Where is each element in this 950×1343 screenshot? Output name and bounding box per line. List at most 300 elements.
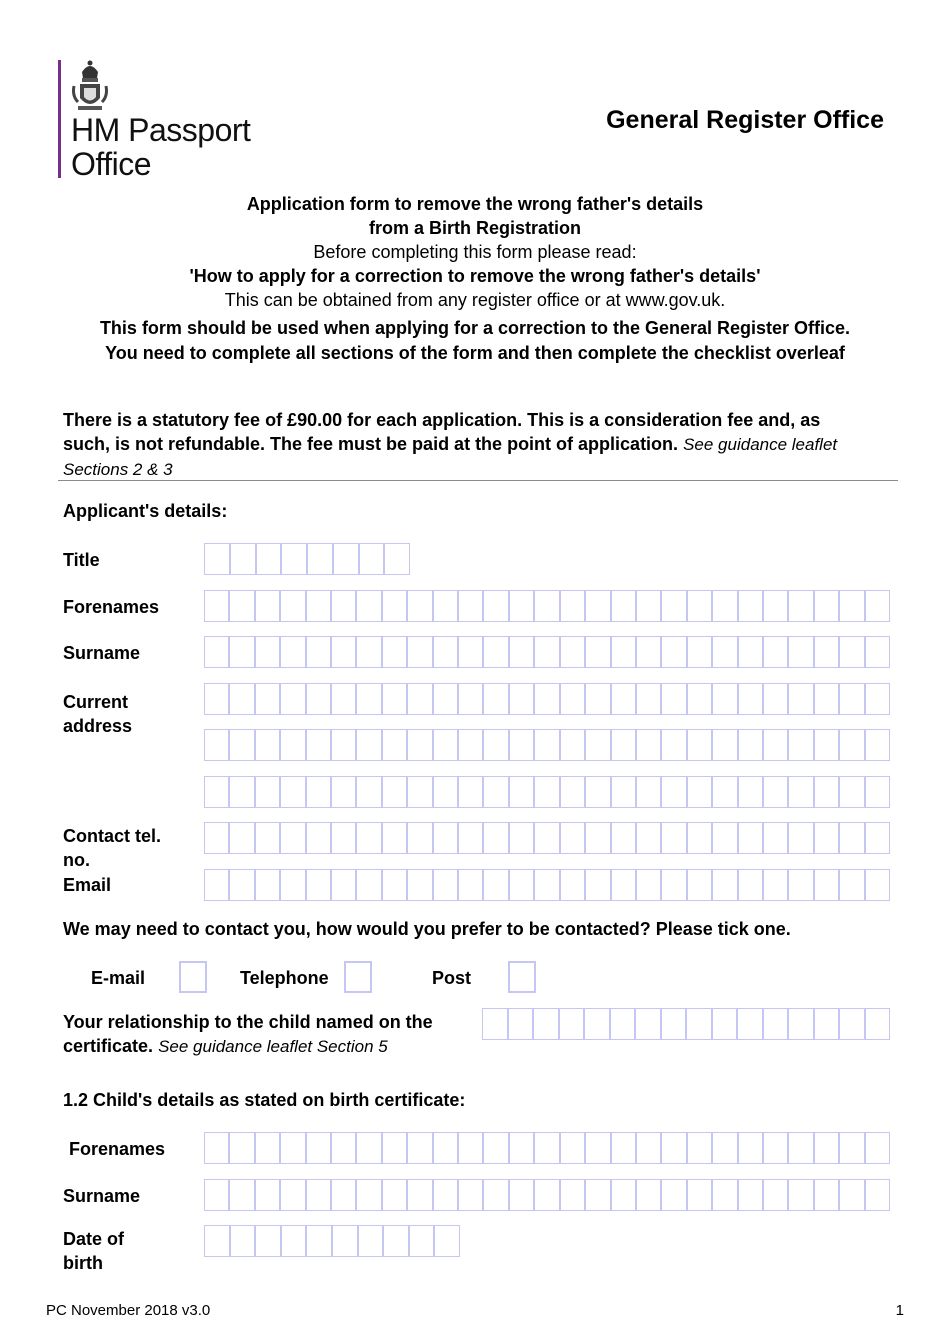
character-cell[interactable]	[866, 730, 889, 760]
character-cell[interactable]	[713, 777, 738, 807]
character-cell[interactable]	[739, 637, 764, 667]
character-cell[interactable]	[256, 777, 281, 807]
character-cell[interactable]	[764, 1180, 789, 1210]
character-cell[interactable]	[535, 823, 560, 853]
character-cell[interactable]	[789, 1133, 814, 1163]
character-cell[interactable]	[357, 870, 382, 900]
character-cell[interactable]	[789, 823, 814, 853]
character-cell[interactable]	[535, 637, 560, 667]
character-cell[interactable]	[484, 591, 509, 621]
character-cell[interactable]	[231, 544, 257, 574]
email-input[interactable]	[204, 869, 890, 901]
character-cell[interactable]	[713, 684, 738, 714]
character-cell[interactable]	[307, 870, 332, 900]
character-cell[interactable]	[484, 1180, 509, 1210]
character-cell[interactable]	[434, 730, 459, 760]
character-cell[interactable]	[434, 823, 459, 853]
character-cell[interactable]	[662, 1133, 687, 1163]
character-cell[interactable]	[688, 684, 713, 714]
character-cell[interactable]	[789, 870, 814, 900]
character-cell[interactable]	[205, 591, 230, 621]
character-cell[interactable]	[332, 684, 357, 714]
character-cell[interactable]	[866, 1133, 889, 1163]
character-cell[interactable]	[561, 1180, 586, 1210]
character-cell[interactable]	[612, 777, 637, 807]
character-cell[interactable]	[764, 684, 789, 714]
character-cell[interactable]	[383, 730, 408, 760]
tel-label	[63, 824, 161, 872]
character-cell[interactable]	[383, 1180, 408, 1210]
character-cell[interactable]	[205, 823, 230, 853]
character-cell[interactable]	[840, 870, 865, 900]
character-cell[interactable]	[459, 1133, 484, 1163]
character-cell[interactable]	[612, 637, 637, 667]
character-cell[interactable]	[662, 730, 687, 760]
character-cell[interactable]	[408, 870, 433, 900]
character-cell[interactable]	[840, 684, 865, 714]
character-cell[interactable]	[357, 684, 382, 714]
character-cell[interactable]	[332, 730, 357, 760]
relationship-guidance: See guidance leaflet Section 5	[158, 1037, 388, 1056]
character-cell[interactable]	[408, 637, 433, 667]
character-cell[interactable]	[408, 1180, 433, 1210]
character-cell[interactable]	[230, 591, 255, 621]
character-cell[interactable]	[561, 637, 586, 667]
character-cell[interactable]	[308, 544, 334, 574]
character-cell[interactable]	[789, 591, 814, 621]
character-cell[interactable]	[484, 684, 509, 714]
character-cell[interactable]	[484, 637, 509, 667]
character-cell[interactable]	[815, 637, 840, 667]
character-cell[interactable]	[256, 730, 281, 760]
character-cell[interactable]	[586, 823, 611, 853]
character-cell[interactable]	[357, 637, 382, 667]
character-cell[interactable]	[535, 870, 560, 900]
character-cell[interactable]	[637, 1180, 662, 1210]
character-cell[interactable]	[510, 684, 535, 714]
character-cell[interactable]	[585, 1009, 611, 1039]
character-cell[interactable]	[434, 1133, 459, 1163]
character-cell[interactable]	[205, 1226, 231, 1256]
character-cell[interactable]	[637, 1133, 662, 1163]
character-cell[interactable]	[637, 730, 662, 760]
character-cell[interactable]	[410, 1226, 436, 1256]
character-cell[interactable]	[739, 684, 764, 714]
character-cell[interactable]	[586, 637, 611, 667]
character-cell[interactable]	[281, 591, 306, 621]
character-cell[interactable]	[385, 544, 409, 574]
character-cell[interactable]	[840, 823, 865, 853]
character-cell[interactable]	[866, 684, 889, 714]
character-cell[interactable]	[688, 1180, 713, 1210]
character-cell[interactable]	[612, 730, 637, 760]
character-cell[interactable]	[637, 591, 662, 621]
child-forenames-input[interactable]	[204, 1132, 890, 1164]
character-cell[interactable]	[332, 591, 357, 621]
character-cell[interactable]	[789, 1009, 815, 1039]
character-cell[interactable]	[281, 777, 306, 807]
character-cell[interactable]	[535, 1180, 560, 1210]
character-cell[interactable]	[636, 1009, 662, 1039]
character-cell[interactable]	[510, 730, 535, 760]
character-cell[interactable]	[384, 1226, 410, 1256]
character-cell[interactable]	[230, 637, 255, 667]
character-cell[interactable]	[866, 823, 889, 853]
character-cell[interactable]	[815, 684, 840, 714]
guide-title: 'How to apply for a correction to remove the wrong father's details'	[189, 266, 761, 286]
character-cell[interactable]	[435, 1226, 459, 1256]
character-cell[interactable]	[307, 684, 332, 714]
character-cell[interactable]	[688, 637, 713, 667]
address-input-line-1[interactable]	[204, 683, 890, 715]
character-cell[interactable]	[383, 591, 408, 621]
character-cell[interactable]	[662, 777, 687, 807]
character-cell[interactable]	[484, 730, 509, 760]
character-cell[interactable]	[357, 1133, 382, 1163]
character-cell[interactable]	[307, 730, 332, 760]
character-cell[interactable]	[688, 870, 713, 900]
character-cell[interactable]	[357, 730, 382, 760]
character-cell[interactable]	[840, 637, 865, 667]
character-cell[interactable]	[230, 777, 255, 807]
character-cell[interactable]	[332, 777, 357, 807]
character-cell[interactable]	[586, 777, 611, 807]
character-cell[interactable]	[307, 591, 332, 621]
character-cell[interactable]	[230, 1133, 255, 1163]
character-cell[interactable]	[713, 1009, 739, 1039]
character-cell[interactable]	[815, 777, 840, 807]
character-cell[interactable]	[359, 1226, 385, 1256]
character-cell[interactable]	[205, 730, 230, 760]
character-cell[interactable]	[637, 870, 662, 900]
character-cell[interactable]	[866, 591, 889, 621]
character-cell[interactable]	[383, 777, 408, 807]
character-cell[interactable]	[434, 684, 459, 714]
character-cell[interactable]	[484, 823, 509, 853]
character-cell[interactable]	[764, 637, 789, 667]
character-cell[interactable]	[357, 1180, 382, 1210]
email-checkbox[interactable]	[179, 961, 207, 993]
character-cell[interactable]	[866, 1009, 890, 1039]
character-cell[interactable]	[586, 730, 611, 760]
character-cell[interactable]	[383, 1133, 408, 1163]
character-cell[interactable]	[739, 870, 764, 900]
character-cell[interactable]	[434, 777, 459, 807]
character-cell[interactable]	[256, 1133, 281, 1163]
telephone-checkbox[interactable]	[344, 961, 372, 993]
character-cell[interactable]	[662, 637, 687, 667]
obtain-note: This can be obtained from any register office or at www.gov.uk.	[224, 290, 726, 310]
character-cell[interactable]	[764, 730, 789, 760]
character-cell[interactable]	[713, 1180, 738, 1210]
character-cell[interactable]	[510, 870, 535, 900]
character-cell[interactable]	[688, 591, 713, 621]
character-cell[interactable]	[459, 730, 484, 760]
character-cell[interactable]	[586, 591, 611, 621]
child-surname-input[interactable]	[204, 1179, 890, 1211]
character-cell[interactable]	[256, 1180, 281, 1210]
character-cell[interactable]	[764, 870, 789, 900]
character-cell[interactable]	[561, 777, 586, 807]
character-cell[interactable]	[256, 591, 281, 621]
character-cell[interactable]	[612, 870, 637, 900]
character-cell[interactable]	[510, 1133, 535, 1163]
character-cell[interactable]	[383, 637, 408, 667]
character-cell[interactable]	[459, 684, 484, 714]
character-cell[interactable]	[408, 684, 433, 714]
character-cell[interactable]	[510, 777, 535, 807]
character-cell[interactable]	[459, 870, 484, 900]
character-cell[interactable]	[205, 544, 231, 574]
character-cell[interactable]	[840, 730, 865, 760]
character-cell[interactable]	[739, 823, 764, 853]
character-cell[interactable]	[357, 591, 382, 621]
character-cell[interactable]	[230, 684, 255, 714]
character-cell[interactable]	[535, 1133, 560, 1163]
character-cell[interactable]	[257, 544, 283, 574]
character-cell[interactable]	[866, 870, 889, 900]
character-cell[interactable]	[535, 591, 560, 621]
character-cell[interactable]	[408, 730, 433, 760]
character-cell[interactable]	[281, 1133, 306, 1163]
character-cell[interactable]	[560, 1009, 586, 1039]
character-cell[interactable]	[230, 823, 255, 853]
character-cell[interactable]	[662, 1180, 687, 1210]
character-cell[interactable]	[357, 823, 382, 853]
character-cell[interactable]	[688, 730, 713, 760]
character-cell[interactable]	[840, 591, 865, 621]
character-cell[interactable]	[307, 1226, 333, 1256]
character-cell[interactable]	[256, 684, 281, 714]
character-cell[interactable]	[534, 1009, 560, 1039]
character-cell[interactable]	[561, 591, 586, 621]
character-cell[interactable]	[637, 823, 662, 853]
character-cell[interactable]	[713, 823, 738, 853]
character-cell[interactable]	[408, 591, 433, 621]
character-cell[interactable]	[764, 591, 789, 621]
character-cell[interactable]	[612, 823, 637, 853]
character-cell[interactable]	[739, 1180, 764, 1210]
character-cell[interactable]	[586, 1133, 611, 1163]
character-cell[interactable]	[662, 823, 687, 853]
character-cell[interactable]	[333, 1226, 359, 1256]
character-cell[interactable]	[840, 1133, 865, 1163]
character-cell[interactable]	[866, 637, 889, 667]
character-cell[interactable]	[383, 823, 408, 853]
character-cell[interactable]	[815, 1133, 840, 1163]
character-cell[interactable]	[459, 637, 484, 667]
character-cell[interactable]	[459, 823, 484, 853]
character-cell[interactable]	[332, 870, 357, 900]
character-cell[interactable]	[205, 777, 230, 807]
character-cell[interactable]	[815, 1180, 840, 1210]
character-cell[interactable]	[256, 637, 281, 667]
tel-input[interactable]	[204, 822, 890, 854]
character-cell[interactable]	[281, 870, 306, 900]
character-cell[interactable]	[281, 730, 306, 760]
character-cell[interactable]	[510, 823, 535, 853]
character-cell[interactable]	[459, 1180, 484, 1210]
character-cell[interactable]	[815, 730, 840, 760]
dob-label-line-1: Date of	[63, 1229, 125, 1249]
character-cell[interactable]	[535, 730, 560, 760]
character-cell[interactable]	[509, 1009, 535, 1039]
character-cell[interactable]	[230, 870, 255, 900]
character-cell[interactable]	[637, 777, 662, 807]
character-cell[interactable]	[535, 684, 560, 714]
character-cell[interactable]	[281, 684, 306, 714]
character-cell[interactable]	[459, 591, 484, 621]
character-cell[interactable]	[612, 1180, 637, 1210]
character-cell[interactable]	[713, 870, 738, 900]
character-cell[interactable]	[307, 777, 332, 807]
character-cell[interactable]	[688, 1133, 713, 1163]
character-cell[interactable]	[866, 777, 889, 807]
character-cell[interactable]	[561, 730, 586, 760]
character-cell[interactable]	[586, 1180, 611, 1210]
character-cell[interactable]	[561, 870, 586, 900]
character-cell[interactable]	[840, 1009, 866, 1039]
character-cell[interactable]	[408, 777, 433, 807]
character-cell[interactable]	[637, 637, 662, 667]
character-cell[interactable]	[561, 823, 586, 853]
character-cell[interactable]	[764, 823, 789, 853]
character-cell[interactable]	[307, 823, 332, 853]
character-cell[interactable]	[282, 544, 308, 574]
dob-label-line-2: birth	[63, 1253, 103, 1273]
character-cell[interactable]	[535, 777, 560, 807]
character-cell[interactable]	[612, 1133, 637, 1163]
character-cell[interactable]	[687, 1009, 713, 1039]
character-cell[interactable]	[484, 870, 509, 900]
character-cell[interactable]	[840, 777, 865, 807]
character-cell[interactable]	[332, 637, 357, 667]
character-cell[interactable]	[815, 823, 840, 853]
character-cell[interactable]	[408, 1133, 433, 1163]
character-cell[interactable]	[739, 591, 764, 621]
character-cell[interactable]	[434, 870, 459, 900]
character-cell[interactable]	[586, 684, 611, 714]
character-cell[interactable]	[484, 1133, 509, 1163]
character-cell[interactable]	[866, 1180, 889, 1210]
character-cell[interactable]	[688, 823, 713, 853]
character-cell[interactable]	[256, 870, 281, 900]
character-cell[interactable]	[205, 637, 230, 667]
character-cell[interactable]	[205, 684, 230, 714]
dob-input[interactable]	[204, 1225, 460, 1257]
character-cell[interactable]	[789, 777, 814, 807]
character-cell[interactable]	[840, 1180, 865, 1210]
character-cell[interactable]	[332, 823, 357, 853]
character-cell[interactable]	[307, 1133, 332, 1163]
character-cell[interactable]	[739, 777, 764, 807]
character-cell[interactable]	[662, 591, 687, 621]
character-cell[interactable]	[764, 1133, 789, 1163]
character-cell[interactable]	[231, 1226, 257, 1256]
character-cell[interactable]	[205, 1180, 230, 1210]
character-cell[interactable]	[256, 1226, 282, 1256]
character-cell[interactable]	[383, 684, 408, 714]
character-cell[interactable]	[662, 870, 687, 900]
character-cell[interactable]	[738, 1009, 764, 1039]
character-cell[interactable]	[789, 1180, 814, 1210]
character-cell[interactable]	[307, 1180, 332, 1210]
character-cell[interactable]	[332, 1180, 357, 1210]
title-input[interactable]	[204, 543, 410, 575]
character-cell[interactable]	[612, 684, 637, 714]
character-cell[interactable]	[789, 637, 814, 667]
character-cell[interactable]	[510, 1180, 535, 1210]
character-cell[interactable]	[815, 870, 840, 900]
relationship-input[interactable]	[482, 1008, 890, 1040]
forenames-input[interactable]	[204, 590, 890, 622]
character-cell[interactable]	[510, 637, 535, 667]
post-checkbox[interactable]	[508, 961, 536, 993]
character-cell[interactable]	[434, 1180, 459, 1210]
character-cell[interactable]	[662, 684, 687, 714]
character-cell[interactable]	[230, 730, 255, 760]
character-cell[interactable]	[281, 637, 306, 667]
character-cell[interactable]	[334, 544, 360, 574]
character-cell[interactable]	[256, 823, 281, 853]
character-cell[interactable]	[434, 591, 459, 621]
character-cell[interactable]	[815, 591, 840, 621]
character-cell[interactable]	[713, 730, 738, 760]
character-cell[interactable]	[408, 823, 433, 853]
character-cell[interactable]	[789, 730, 814, 760]
title-label: Title	[63, 550, 100, 570]
character-cell[interactable]	[230, 1180, 255, 1210]
character-cell[interactable]	[281, 1180, 306, 1210]
character-cell[interactable]	[360, 544, 386, 574]
surname-input[interactable]	[204, 636, 890, 668]
address-input-line-2[interactable]	[204, 729, 890, 761]
character-cell[interactable]	[739, 730, 764, 760]
character-cell[interactable]	[307, 637, 332, 667]
character-cell[interactable]	[637, 684, 662, 714]
surname-label: Surname	[63, 643, 141, 663]
character-cell[interactable]	[459, 777, 484, 807]
character-cell[interactable]	[764, 1009, 790, 1039]
character-cell[interactable]	[815, 1009, 841, 1039]
character-cell[interactable]	[789, 684, 814, 714]
character-cell[interactable]	[205, 1133, 230, 1163]
character-cell[interactable]	[434, 637, 459, 667]
character-cell[interactable]	[561, 1133, 586, 1163]
character-cell[interactable]	[510, 591, 535, 621]
character-cell[interactable]	[484, 777, 509, 807]
character-cell[interactable]	[662, 1009, 688, 1039]
character-cell[interactable]	[205, 870, 230, 900]
character-cell[interactable]	[561, 684, 586, 714]
character-cell[interactable]	[611, 1009, 637, 1039]
character-cell[interactable]	[713, 637, 738, 667]
character-cell[interactable]	[688, 777, 713, 807]
character-cell[interactable]	[764, 777, 789, 807]
address-input-line-3[interactable]	[204, 776, 890, 808]
character-cell[interactable]	[282, 1226, 308, 1256]
character-cell[interactable]	[586, 870, 611, 900]
character-cell[interactable]	[739, 1133, 764, 1163]
character-cell[interactable]	[332, 1133, 357, 1163]
character-cell[interactable]	[713, 1133, 738, 1163]
character-cell[interactable]	[383, 870, 408, 900]
character-cell[interactable]	[612, 591, 637, 621]
character-cell[interactable]	[483, 1009, 509, 1039]
character-cell[interactable]	[357, 777, 382, 807]
character-cell[interactable]	[713, 591, 738, 621]
character-cell[interactable]	[281, 823, 306, 853]
